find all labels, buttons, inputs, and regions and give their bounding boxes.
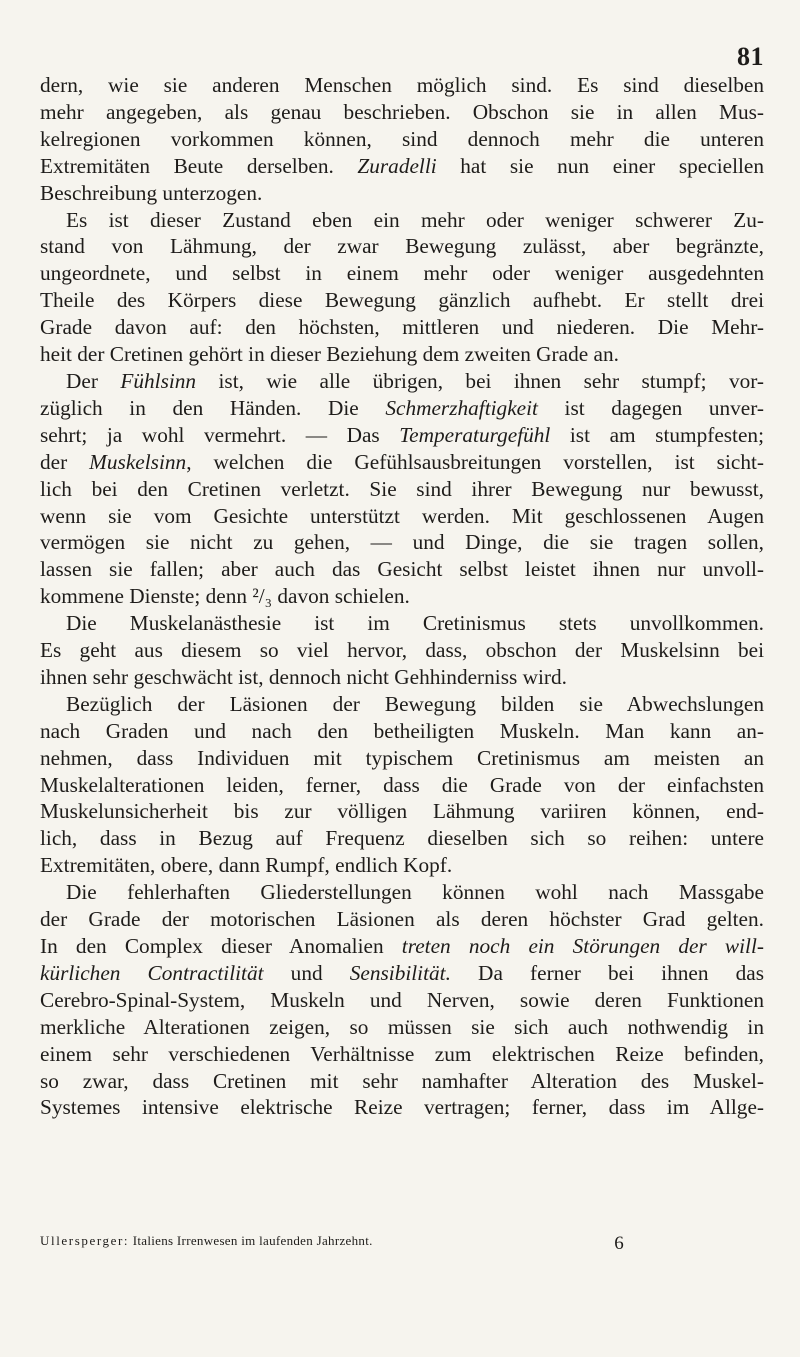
footer-citation [40, 1233, 373, 1255]
paragraph-4 [40, 610, 764, 691]
text-line: Cerebro-Spinal-System, Muskeln und Nerven, sowie deren Funktionen [40, 987, 764, 1012]
text-line: heit der Cretinen gehört in dieser Beziehung dem zweiten Grade an. [40, 342, 619, 367]
text-line: Extremitäten, obere, dann Rumpf, endlich Kopf. [40, 853, 453, 878]
footer-author: Ullersperger: [40, 1233, 130, 1248]
text-line: sehrt; ja wohl vermehrt. — Das Temperaturgefühl ist am stumpfesten; [40, 422, 764, 447]
text-line: Muskelalterationen leiden, ferner, dass die Grade von der einfachsten [40, 772, 764, 797]
text-line: Die fehlerhaften Gliederstellungen können wohl nach Massgabe [66, 880, 764, 905]
text-line: lich bei den Cretinen verletzt. Sie sind ihrer Bewegung nur bewusst, [40, 476, 764, 501]
text-line: merkliche Alterationen zeigen, so müssen sie sich auch nothwendig in [40, 1014, 764, 1039]
body-text [40, 72, 764, 1121]
page-number: 81 [737, 42, 764, 71]
text-line: Systemes intensive elektrische Reize vertragen; ferner, dass im Allge- [40, 1095, 764, 1120]
text-line: Bezüglich der Läsionen der Bewegung bilden sie Abwechslungen [66, 691, 764, 716]
text-line: der Muskelsinn, welchen die Gefühlsausbreitungen vorstellen, ist sicht- [40, 449, 764, 474]
text-line: kommene Dienste; denn ²/₃ davon schielen. [40, 584, 410, 609]
text-line: nehmen, dass Individuen mit typischem Cretinismus am meisten an [40, 745, 764, 770]
text-line: stand von Lähmung, der zwar Bewegung zulässt, aber begränzte, [40, 234, 764, 259]
italic-name: Zuradelli [357, 153, 437, 178]
italic-term: Fühlsinn [120, 368, 197, 393]
text-line: ungeordnete, und selbst in einem mehr oder weniger ausgedehnten [40, 261, 764, 286]
italic-phrase: treten noch ein Störungen der will- [401, 934, 764, 958]
text-line: Der Fühlsinn ist, wie alle übrigen, bei ihnen sehr stumpf; vor- [66, 368, 764, 393]
text-line: nach Graden und nach den betheiligten Muskeln. Man kann an- [40, 718, 764, 743]
text-line: einem sehr verschiedenen Verhältnisse zum elektrischen Reize befinden, [40, 1041, 764, 1066]
italic-term: Muskelsinn [89, 449, 187, 474]
text-line: Grade davon auf: den höchsten, mittleren und niederen. Die Mehr- [40, 315, 764, 340]
paragraph-6 [40, 879, 764, 1121]
text-line: züglich in den Händen. Die Schmerzhaftigkeit ist dagegen unver- [40, 395, 764, 420]
text-line: kelregionen vorkommen können, sind dennoch mehr die unteren [40, 126, 764, 151]
italic-phrase: Sensibilität. [349, 960, 451, 985]
footer-work-title: Italiens Irrenwesen im laufenden Jahrzehnt. [132, 1233, 373, 1248]
text-line: der Grade der motorischen Läsionen als deren höchster Grad gelten. [40, 907, 764, 932]
text-line: Muskelunsicherheit bis zur völligen Lähmung variiren können, end- [40, 799, 764, 824]
text-line: vermögen sie nicht zu gehen, — und Dinge, die sie tragen sollen, [40, 530, 764, 555]
text-line: Beschreibung unterzogen. [40, 180, 263, 205]
text-line: so zwar, dass Cretinen mit sehr namhafter Alteration des Muskel- [40, 1068, 764, 1093]
text-line: ihnen sehr geschwächt ist, dennoch nicht Gehhinderniss wird. [40, 664, 567, 689]
text-line: dern, wie sie anderen Menschen möglich sind. Es sind dieselben [40, 73, 764, 97]
text-line: Es ist dieser Zustand eben ein mehr oder weniger schwerer Zu- [66, 207, 764, 232]
page-footer [40, 1233, 764, 1255]
text-line: In den Complex dieser Anomalien treten noch ein Störungen der will- [40, 934, 764, 958]
paragraph-1 [40, 72, 764, 207]
paragraph-5 [40, 691, 764, 879]
text-line: kürlichen Contractilität und Sensibilität. Da ferner bei ihnen das [40, 960, 764, 985]
signature-mark: 6 [614, 1233, 624, 1254]
text-line: wenn sie vom Gesichte unterstützt werden. Mit geschlossenen Augen [40, 503, 764, 528]
text-line: Es geht aus diesem so viel hervor, dass, obschon der Muskelsinn bei [40, 638, 764, 663]
text-line: mehr angegeben, als genau beschrieben. Obschon sie in allen Mus- [40, 99, 764, 124]
text-line: Die Muskelanästhesie ist im Cretinismus stets unvollkommen. [66, 611, 764, 636]
text-line: Extremitäten Beute derselben. Zuradelli hat sie nun einer speciellen [40, 153, 764, 178]
italic-term: Schmerzhaftigkeit [385, 395, 538, 420]
text-line: Theile des Körpers diese Bewegung gänzlich aufhebt. Er stellt drei [40, 288, 764, 313]
text-line: lassen sie fallen; aber auch das Gesicht selbst leistet ihnen nur unvoll- [40, 557, 764, 582]
paragraph-2 [40, 207, 764, 368]
text-line: lich, dass in Bezug auf Frequenz dieselben sich so reihen: untere [40, 826, 764, 851]
italic-phrase: kürlichen Contractilität [40, 960, 264, 985]
italic-term: Temperaturgefühl [399, 422, 551, 447]
paragraph-3 [40, 368, 764, 610]
